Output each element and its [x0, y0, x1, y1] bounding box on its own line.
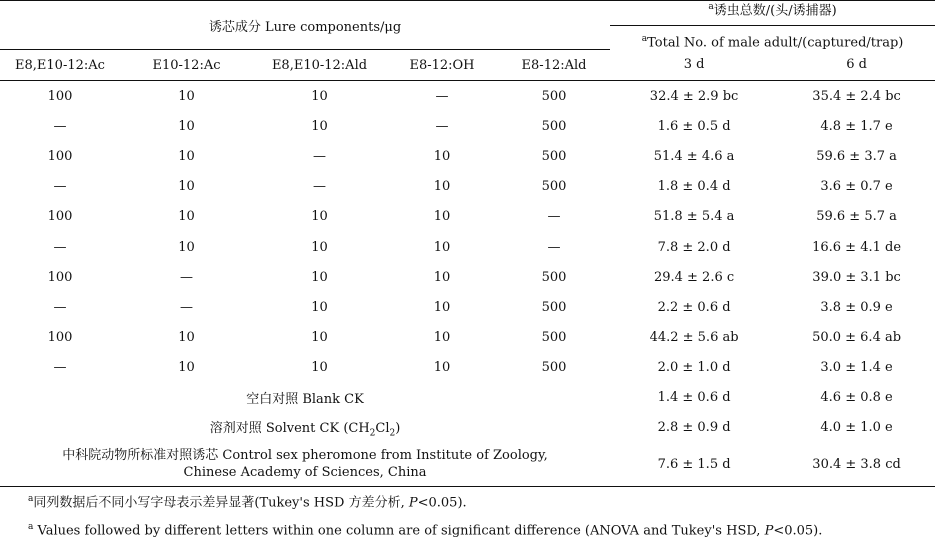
- cell: 500: [541, 118, 567, 134]
- cell: 500: [541, 179, 567, 195]
- lure-components-header: 诱芯成分 Lure components/μg: [0, 1, 610, 50]
- table-row: [0, 111, 935, 141]
- col-header-1: E8,E10-12:Ac: [0, 50, 120, 81]
- cell: —: [547, 209, 561, 225]
- cell: —: [313, 148, 326, 164]
- cell: 10: [178, 148, 195, 164]
- total-header-cn: 诱虫总数/(头/诱捕器): [713, 3, 837, 19]
- footnote-mark: a: [28, 522, 34, 533]
- cell: —: [53, 360, 67, 376]
- cell: 10: [433, 179, 451, 195]
- footnote-en-text: Values followed by different letters within one column are of significant difference (ANOVA and Tukey's HSD,: [33, 523, 765, 539]
- table-row: [0, 141, 935, 171]
- cell: 29.4 ± 2.6 c: [653, 269, 735, 285]
- cell: 3.8 ± 0.9 e: [820, 299, 893, 315]
- cell: 10: [178, 118, 195, 134]
- cell: 10: [178, 360, 195, 376]
- control-label-line1: 中科院动物所标准对照诱芯 Control sex pheromone from Institute of Zoology,: [62, 448, 548, 464]
- cell: —: [53, 239, 67, 255]
- cell: 500: [541, 88, 567, 104]
- cell: 100: [47, 330, 73, 346]
- cell: 2.2 ± 0.6 d: [657, 299, 731, 315]
- cell: 59.6 ± 3.7 a: [816, 148, 897, 164]
- footnote-cn-text: 同列数据后不同小写字母表示差异显著(Tukey's HSD 方差分析,: [33, 495, 409, 511]
- cell: 35.4 ± 2.4 bc: [812, 88, 901, 104]
- footnote-cn: [0, 487, 935, 515]
- cell: 10: [311, 330, 328, 346]
- footnote-en: [0, 515, 935, 543]
- cell: 1.4 ± 0.6 d: [657, 390, 731, 406]
- table-row: [0, 262, 935, 292]
- cell: 10: [433, 360, 451, 376]
- table-row: [0, 292, 935, 322]
- footnote-p: P: [764, 523, 774, 539]
- cell: 51.4 ± 4.6 a: [653, 148, 735, 164]
- cell: 51.8 ± 5.4 a: [653, 209, 735, 225]
- cell: 59.6 ± 5.7 a: [816, 209, 897, 225]
- cell: 500: [541, 148, 567, 164]
- cell: 4.0 ± 1.0 e: [820, 420, 893, 436]
- col-header-3d: 3 d: [610, 50, 778, 81]
- footnote-p: P: [408, 495, 418, 511]
- cell: 7.6 ± 1.5 d: [610, 443, 778, 487]
- solvent-ck-row: [0, 413, 935, 443]
- cell: 100: [47, 88, 73, 104]
- col-header-4: E8-12:OH: [386, 50, 498, 81]
- solvent-ck-label: [0, 413, 610, 443]
- cell: 10: [178, 88, 195, 104]
- subscript: 2: [369, 428, 376, 439]
- total-header-en: Total No. of male adult/(captured/trap): [647, 35, 904, 51]
- cell: 10: [311, 269, 328, 285]
- cell: 10: [311, 88, 328, 104]
- cell: —: [547, 239, 561, 255]
- footnote-en-end: <0.05).: [773, 523, 823, 539]
- cell: 10: [178, 239, 195, 255]
- cell: 10: [311, 299, 328, 315]
- cell: 50.0 ± 6.4 ab: [812, 330, 902, 346]
- cell: 10: [178, 330, 195, 346]
- footnote-mark: a: [28, 494, 34, 504]
- cell: 7.8 ± 2.0 d: [657, 239, 731, 255]
- blank-ck-label: 空白对照 Blank CK: [246, 392, 364, 408]
- cell: 30.4 ± 3.8 cd: [778, 443, 935, 487]
- cell: —: [180, 299, 193, 315]
- cell: 100: [47, 148, 73, 164]
- total-header: [610, 1, 935, 50]
- cell: 500: [541, 269, 567, 285]
- footnote-mark: a: [708, 2, 714, 13]
- solvent-label-pre: 溶剂对照 Solvent CK (CH: [209, 421, 370, 437]
- cell: 10: [311, 239, 328, 255]
- cell: 39.0 ± 3.1 bc: [812, 269, 901, 285]
- control-label-line2: Chinese Academy of Sciences, China: [183, 465, 427, 481]
- cell: 10: [433, 299, 451, 315]
- cell: 500: [541, 299, 567, 315]
- solvent-label-mid: Cl: [375, 421, 390, 437]
- cell: 3.0 ± 1.4 e: [820, 360, 893, 376]
- cell: 500: [541, 330, 567, 346]
- cell: —: [435, 118, 449, 134]
- cell: 10: [311, 209, 328, 225]
- footnotes: [0, 487, 935, 544]
- solvent-label-post: ): [395, 421, 401, 437]
- col-header-5: E8-12:Ald: [498, 50, 610, 81]
- cell: —: [53, 179, 67, 195]
- cell: 10: [433, 330, 451, 346]
- cell: 100: [47, 209, 73, 225]
- footnote-mark: a: [641, 33, 648, 44]
- cell: 2.8 ± 0.9 d: [657, 420, 731, 436]
- cell: —: [53, 118, 67, 134]
- cell: —: [313, 179, 326, 195]
- cell: —: [435, 88, 449, 104]
- control-row: [0, 443, 935, 487]
- col-header-6d: 6 d: [778, 50, 935, 81]
- table-row: [0, 323, 935, 353]
- col-header-3: E8,E10-12:Ald: [253, 50, 386, 81]
- cell: 4.8 ± 1.7 e: [820, 118, 893, 134]
- cell: 32.4 ± 2.9 bc: [649, 88, 739, 104]
- subscript: 2: [389, 428, 396, 439]
- table-row: [0, 81, 935, 112]
- cell: 500: [541, 360, 567, 376]
- cell: 2.0 ± 1.0 d: [657, 360, 731, 376]
- cell: 1.8 ± 0.4 d: [657, 179, 731, 195]
- cell: 10: [178, 179, 195, 195]
- cell: 1.6 ± 0.5 d: [657, 118, 731, 134]
- control-label: [0, 443, 610, 487]
- cell: 10: [178, 209, 195, 225]
- cell: —: [53, 299, 67, 315]
- cell: 10: [433, 269, 451, 285]
- cell: 10: [433, 209, 451, 225]
- cell: 3.6 ± 0.7 e: [820, 179, 893, 195]
- col-header-2: E10-12:Ac: [120, 50, 253, 81]
- cell: 10: [433, 148, 451, 164]
- cell: 10: [311, 360, 328, 376]
- cell: 10: [311, 118, 328, 134]
- table-row: [0, 353, 935, 383]
- cell: 100: [47, 269, 73, 285]
- cell: 10: [433, 239, 451, 255]
- table-row: [0, 172, 935, 202]
- table-row: [0, 202, 935, 232]
- cell: —: [180, 269, 193, 285]
- cell: 44.2 ± 5.6 ab: [649, 330, 739, 346]
- footnote-cn-end: <0.05).: [417, 495, 467, 511]
- table-row: [0, 232, 935, 262]
- cell: 16.6 ± 4.1 de: [812, 239, 902, 255]
- blank-ck-row: [0, 383, 935, 413]
- cell: 4.6 ± 0.8 e: [820, 390, 893, 406]
